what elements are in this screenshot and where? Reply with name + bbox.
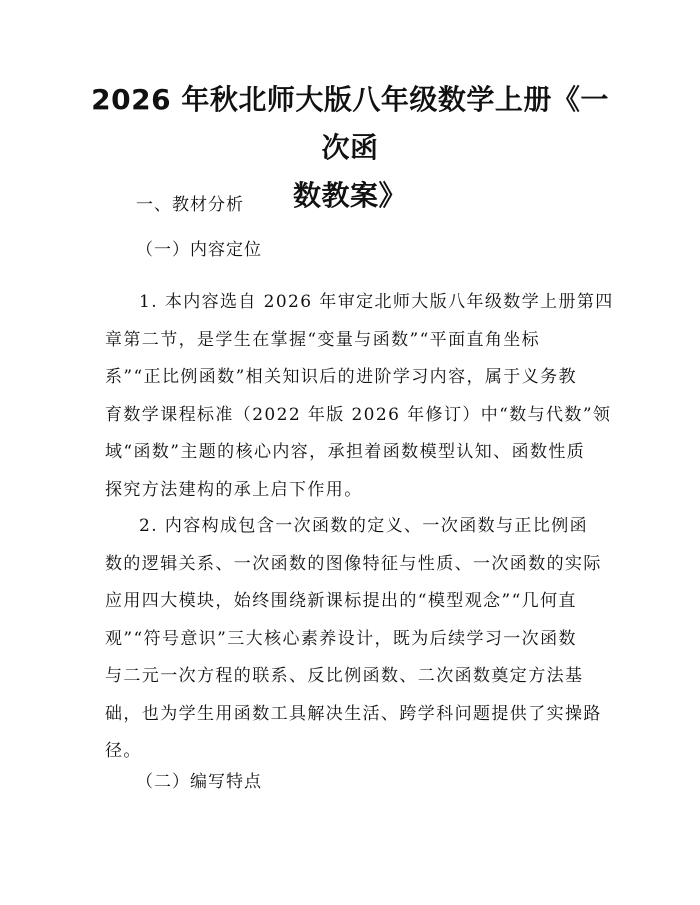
paragraph-line: 域“函数”主题的核心内容，承担着函数模型认知、函数性质 <box>105 442 586 462</box>
paragraph-line: 应用四大模块，始终围绕新课标提出的“模型观念”“几何直 <box>105 591 577 611</box>
paragraph-line: 1. 本内容选自 2026 年审定北师大版八年级数学上册第四 <box>139 292 614 312</box>
paragraph-line: 育数学课程标准（2022 年版 2026 年修订）中“数与代数”领 <box>105 404 612 425</box>
subsection-heading: （二）编写特点 <box>136 772 262 792</box>
title-line-2: 数教案》 <box>292 179 407 212</box>
paragraph-line: 数的逻辑关系、一次函数的图像特征与性质、一次函数的实际 <box>105 553 602 574</box>
paragraph-line: 础，也为学生用函数工具解决生活、跨学科问题提供了实操路 <box>105 703 602 724</box>
paragraph-line: 系”“正比例函数”相关知识后的进阶学习内容，属于义务教 <box>105 367 577 387</box>
paragraph-line: 章第二节，是学生在掌握“变量与函数”“平面直角坐标 <box>105 329 541 350</box>
paragraph-line: 与二元一次方程的联系、反比例函数、二次函数奠定方法基 <box>105 666 584 686</box>
title-line-1: 2026 年秋北师大版八年级数学上册《一次函 <box>91 83 609 164</box>
section-heading: 一、教材分析 <box>136 195 244 215</box>
paragraph-line: 径。 <box>105 741 142 761</box>
paragraph-2 <box>105 508 605 771</box>
subsection-heading: （一）内容定位 <box>136 240 262 260</box>
paragraph-line: 探究方法建构的承上启下作用。 <box>105 479 363 500</box>
paragraph-line: 2. 内容构成包含一次函数的定义、一次函数与正比例函 <box>139 516 589 536</box>
paragraph-1 <box>105 284 614 509</box>
paragraph-line: 观”“符号意识”三大核心素养设计，既为后续学习一次函数 <box>105 628 577 649</box>
